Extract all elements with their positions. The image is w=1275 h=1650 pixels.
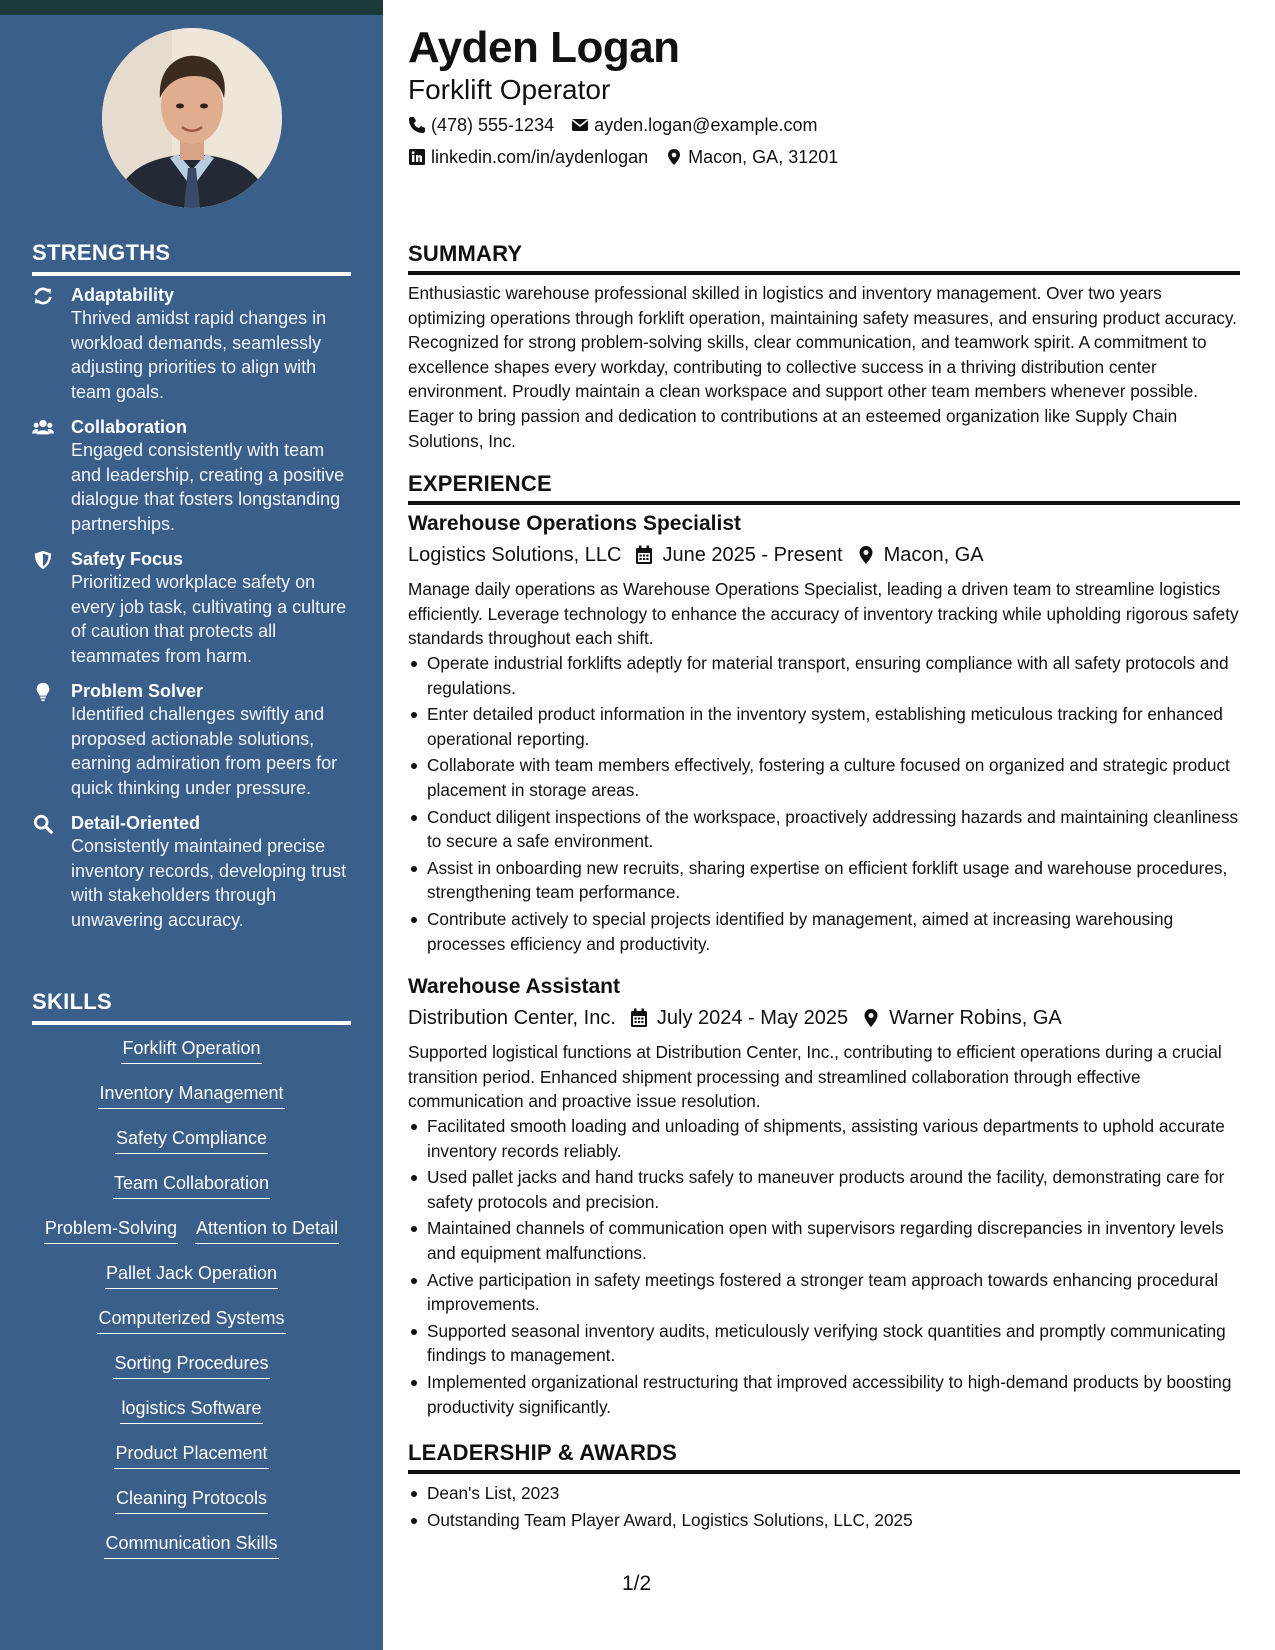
- skill-tag: Team Collaboration: [113, 1171, 270, 1199]
- job-description: Supported logistical functions at Distribution Center, Inc., contributing to efficient operations during a crucial transition period. Enhanced shipment processing and streamlined collaboration through effective communication and proactive issue resolution.: [408, 1042, 1222, 1112]
- strength-title: Adaptability: [71, 285, 175, 305]
- skill-tag: Problem-Solving: [44, 1216, 178, 1244]
- profile-photo: [102, 28, 282, 208]
- candidate-title: Forklift Operator: [408, 74, 611, 105]
- list-item: Facilitated smooth loading and unloading of shipments, assisting various departments to uphold accurate inventory records reliably.: [408, 1114, 1240, 1163]
- phone-number: (478) 555-1234: [431, 115, 555, 135]
- location-text: Macon, GA, 31201: [688, 147, 839, 167]
- list-item: Dean's List, 2023: [408, 1481, 1240, 1506]
- job-meta: [408, 542, 984, 568]
- skills-heading: SKILLS: [32, 989, 351, 1025]
- location-contact: [665, 145, 838, 169]
- email-contact[interactable]: [571, 113, 817, 137]
- list-item: Operate industrial forklifts adeptly for material transport, ensuring compliance with all safety protocols and regulations.: [408, 651, 1240, 700]
- job-location: Warner Robins, GA: [889, 1007, 1062, 1029]
- page-number: 1/2: [622, 1572, 652, 1595]
- list-item: Enter detailed product information in the inventory system, establishing meticulous tracking for enhanced operational reporting.: [408, 702, 1240, 751]
- strengths-heading: STRENGTHS: [32, 240, 351, 276]
- map-pin-icon: [665, 148, 683, 166]
- awards-list: [408, 1481, 1240, 1534]
- company-name: Distribution Center, Inc.: [408, 1007, 616, 1029]
- linkedin-url: linkedin.com/in/aydenlogan: [431, 147, 649, 167]
- strength-item: [32, 812, 354, 932]
- job-bullets: [408, 651, 1240, 958]
- shield-icon: [32, 550, 56, 572]
- summary-heading: SUMMARY: [408, 240, 1240, 275]
- awards-heading: LEADERSHIP & AWARDS: [408, 1439, 1240, 1474]
- list-item: Maintained channels of communication open with supervisors regarding discrepancies in inventory levels and equipment malfunctions.: [408, 1216, 1240, 1265]
- skill-tag: logistics Software: [120, 1396, 262, 1424]
- sidebar: [0, 0, 383, 1650]
- strengths-list: [32, 284, 354, 944]
- experience-heading: EXPERIENCE: [408, 470, 1240, 505]
- contact-line-1: [408, 113, 818, 137]
- job-bullets: [408, 1114, 1240, 1421]
- candidate-name: Ayden Logan: [408, 23, 680, 72]
- list-item: Outstanding Team Player Award, Logistics Solutions, LLC, 2025: [408, 1508, 1240, 1533]
- strength-description: Thrived amidst rapid changes in workload demands, seamlessly adjusting priorities to align with team goals.: [71, 308, 327, 402]
- calendar-icon: [630, 1008, 648, 1028]
- search-icon: [32, 814, 56, 836]
- job-dates: June 2025 - Present: [662, 544, 843, 566]
- users-icon: [32, 418, 56, 440]
- strength-title: Problem Solver: [71, 681, 204, 701]
- email-icon: [571, 116, 589, 134]
- skill-tag: Communication Skills: [104, 1531, 278, 1559]
- strength-title: Collaboration: [71, 417, 187, 437]
- skill-tag: Cleaning Protocols: [115, 1486, 268, 1514]
- job-title: Warehouse Operations Specialist: [408, 512, 741, 535]
- sidebar-top-bar: [0, 0, 383, 15]
- strength-item: [32, 548, 354, 668]
- strength-title: Safety Focus: [71, 549, 184, 569]
- phone-contact[interactable]: [408, 113, 554, 137]
- skill-tag: Product Placement: [114, 1441, 268, 1469]
- list-item: Assist in onboarding new recruits, sharing expertise on efficient forklift usage and warehouse procedures, strengthening team performance.: [408, 856, 1240, 905]
- skills-list: [32, 1036, 351, 1576]
- calendar-icon: [635, 545, 653, 565]
- job-meta: [408, 1005, 1062, 1031]
- skill-tag: Pallet Jack Operation: [105, 1261, 278, 1289]
- job-dates: July 2024 - May 2025: [656, 1007, 849, 1029]
- strength-description: Prioritized workplace safety on every job task, cultivating a culture of caution that protects all teammates from harm.: [71, 572, 347, 666]
- contact-line-2: [408, 145, 838, 169]
- strength-item: [32, 416, 354, 536]
- phone-icon: [408, 116, 426, 134]
- job-title: Warehouse Assistant: [408, 975, 620, 998]
- lightbulb-icon: [32, 682, 56, 704]
- strength-description: Consistently maintained precise inventory records, developing trust with stakeholders through unwavering accuracy.: [71, 836, 347, 930]
- summary-text: Enthusiastic warehouse professional skilled in logistics and inventory management. Over two years optimizing operations through forklift operation, maintaining safety measures, and ensuring product accuracy. Recognized for strong problem-solving skills, clear communication, and teamwork spirit. A commitment to excellence shapes every workday, contributing to collective success in a thriving distribution center environment. Proudly maintain a clean workspace and support other team members whenever possible. Eager to bring passion and dedication to contributions at an esteemed organization like Supply Chain Solutions, Inc.: [408, 283, 1237, 451]
- job-description: Manage daily operations as Warehouse Operations Specialist, leading a driven team to streamline logistics efficiently. Leverage technology to enhance the accuracy of inventory tracking while upholding rigorous safety standards throughout each shift.: [408, 579, 1239, 649]
- list-item: Collaborate with team members effectively, fostering a culture focused on organized and strategic product placement in storage areas.: [408, 753, 1240, 802]
- skill-tag: Inventory Management: [98, 1081, 284, 1109]
- skill-tag: Safety Compliance: [115, 1126, 268, 1154]
- strength-item: [32, 284, 354, 404]
- list-item: Active participation in safety meetings fostered a stronger team approach towards enhancing procedural improvements.: [408, 1268, 1240, 1317]
- strength-description: Identified challenges swiftly and proposed actionable solutions, earning admiration from peers for quick thinking under pressure.: [71, 704, 338, 798]
- linkedin-contact[interactable]: [408, 145, 648, 169]
- list-item: Conduct diligent inspections of the workspace, proactively addressing hazards and maintaining cleanliness to secure a safe environment.: [408, 805, 1240, 854]
- company-name: Logistics Solutions, LLC: [408, 544, 622, 566]
- skill-tag: Forklift Operation: [121, 1036, 261, 1064]
- strength-title: Detail-Oriented: [71, 813, 201, 833]
- skill-tag: Attention to Detail: [195, 1216, 339, 1244]
- linkedin-icon: [408, 148, 426, 166]
- list-item: Implemented organizational restructuring that improved accessibility to high-demand products by boosting productivity significantly.: [408, 1370, 1240, 1419]
- list-item: Contribute actively to special projects identified by management, aimed at increasing warehousing processes efficiency and productivity.: [408, 907, 1240, 956]
- skill-tag: Sorting Procedures: [113, 1351, 269, 1379]
- strength-description: Engaged consistently with team and leadership, creating a positive dialogue that fosters longstanding partnerships.: [71, 440, 345, 534]
- strength-item: [32, 680, 354, 800]
- list-item: Supported seasonal inventory audits, meticulously verifying stock quantities and promptly communicating findings to management.: [408, 1319, 1240, 1368]
- map-pin-icon: [862, 1008, 880, 1028]
- map-pin-icon: [857, 545, 875, 565]
- sync-icon: [32, 286, 56, 308]
- email-address: ayden.logan@example.com: [594, 115, 818, 135]
- job-location: Macon, GA: [883, 544, 984, 566]
- list-item: Used pallet jacks and hand trucks safely to maneuver products around the facility, demonstrating care for safety protocols and precision.: [408, 1165, 1240, 1214]
- skill-tag: Computerized Systems: [97, 1306, 285, 1334]
